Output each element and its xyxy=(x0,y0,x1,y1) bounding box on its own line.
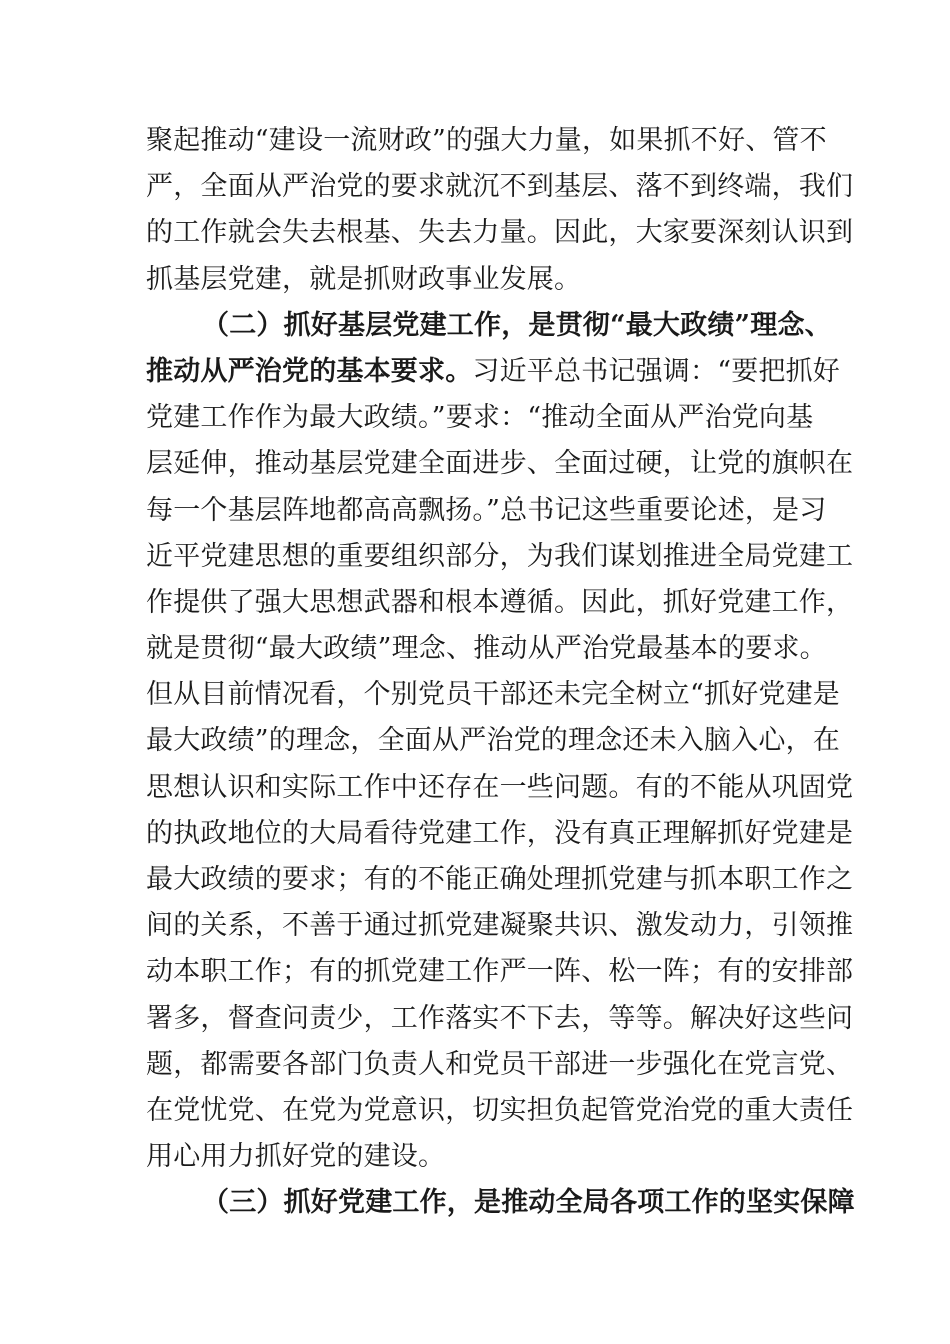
text-line-8: 层延伸，推动基层党建全面进步、全面过硬，让党的旗帜在 xyxy=(146,448,854,480)
text-line-19: 动本职工作；有的抓党建工作严一阵、松一阵；有的安排部 xyxy=(146,956,854,988)
text-line-2: 严，全面从严治党的要求就沉不到基层、落不到终端，我们 xyxy=(146,171,854,203)
text-line-3: 的工作就会失去根基、失去力量。因此，大家要深刻认识到 xyxy=(146,217,854,249)
text-line-4: 抓基层党建，就是抓财政事业发展。 xyxy=(146,263,582,295)
text-line-14: 最大政绩”的理念，全面从严治党的理念还未入脑入心，在 xyxy=(146,725,841,757)
section-heading-3: （三）抓好党建工作，是推动全局各项工作的坚实保障 xyxy=(202,1187,855,1219)
text-line-20: 署多，督查问责少，工作落实不下去，等等。解决好这些问 xyxy=(146,1002,854,1034)
section-heading-2: （二）抓好基层党建工作，是贯彻“最大政绩”理念、 xyxy=(202,309,832,341)
text-line-13: 但从目前情况看，个别党员干部还未完全树立“抓好党建是 xyxy=(146,679,841,711)
text-line-21: 题，都需要各部门负责人和党员干部进一步强化在党言党、 xyxy=(146,1048,854,1080)
text-line-18: 间的关系，不善于通过抓党建凝聚共识、激发动力，引领推 xyxy=(146,910,854,942)
text-line-7: 党建工作作为最大政绩。”要求：“推动全面从严治党向基 xyxy=(146,402,814,434)
text-line-9: 每一个基层阵地都高高飘扬。”总书记这些重要论述，是习 xyxy=(146,494,827,526)
section-heading-2-cont: 推动从严治党的基本要求。 xyxy=(146,355,473,387)
text-line-11: 作提供了强大思想武器和根本遵循。因此，抓好党建工作， xyxy=(146,586,854,618)
text-line-22: 在党忧党、在党为党意识，切实担负起管党治党的重大责任 xyxy=(146,1094,854,1126)
text-line-10: 近平党建思想的重要组织部分，为我们谋划推进全局党建工 xyxy=(146,540,854,572)
text-line-6-tail: 习近平总书记强调：“要把抓好 xyxy=(472,355,841,387)
text-line-16: 的执政地位的大局看待党建工作，没有真正理解抓好党建是 xyxy=(146,817,854,849)
text-line-15: 思想认识和实际工作中还存在一些问题。有的不能从巩固党 xyxy=(146,771,854,803)
text-line-17: 最大政绩的要求；有的不能正确处理抓党建与抓本职工作之 xyxy=(146,864,854,895)
body-text xyxy=(146,118,855,1227)
text-line-12: 就是贯彻“最大政绩”理念、推动从严治党最基本的要求。 xyxy=(146,633,827,665)
text-line-6 xyxy=(146,349,841,395)
text-line-1: 聚起推动“建设一流财政”的强大力量，如果抓不好、管不 xyxy=(146,125,827,156)
text-line-23: 用心用力抓好党的建设。 xyxy=(146,1141,446,1173)
